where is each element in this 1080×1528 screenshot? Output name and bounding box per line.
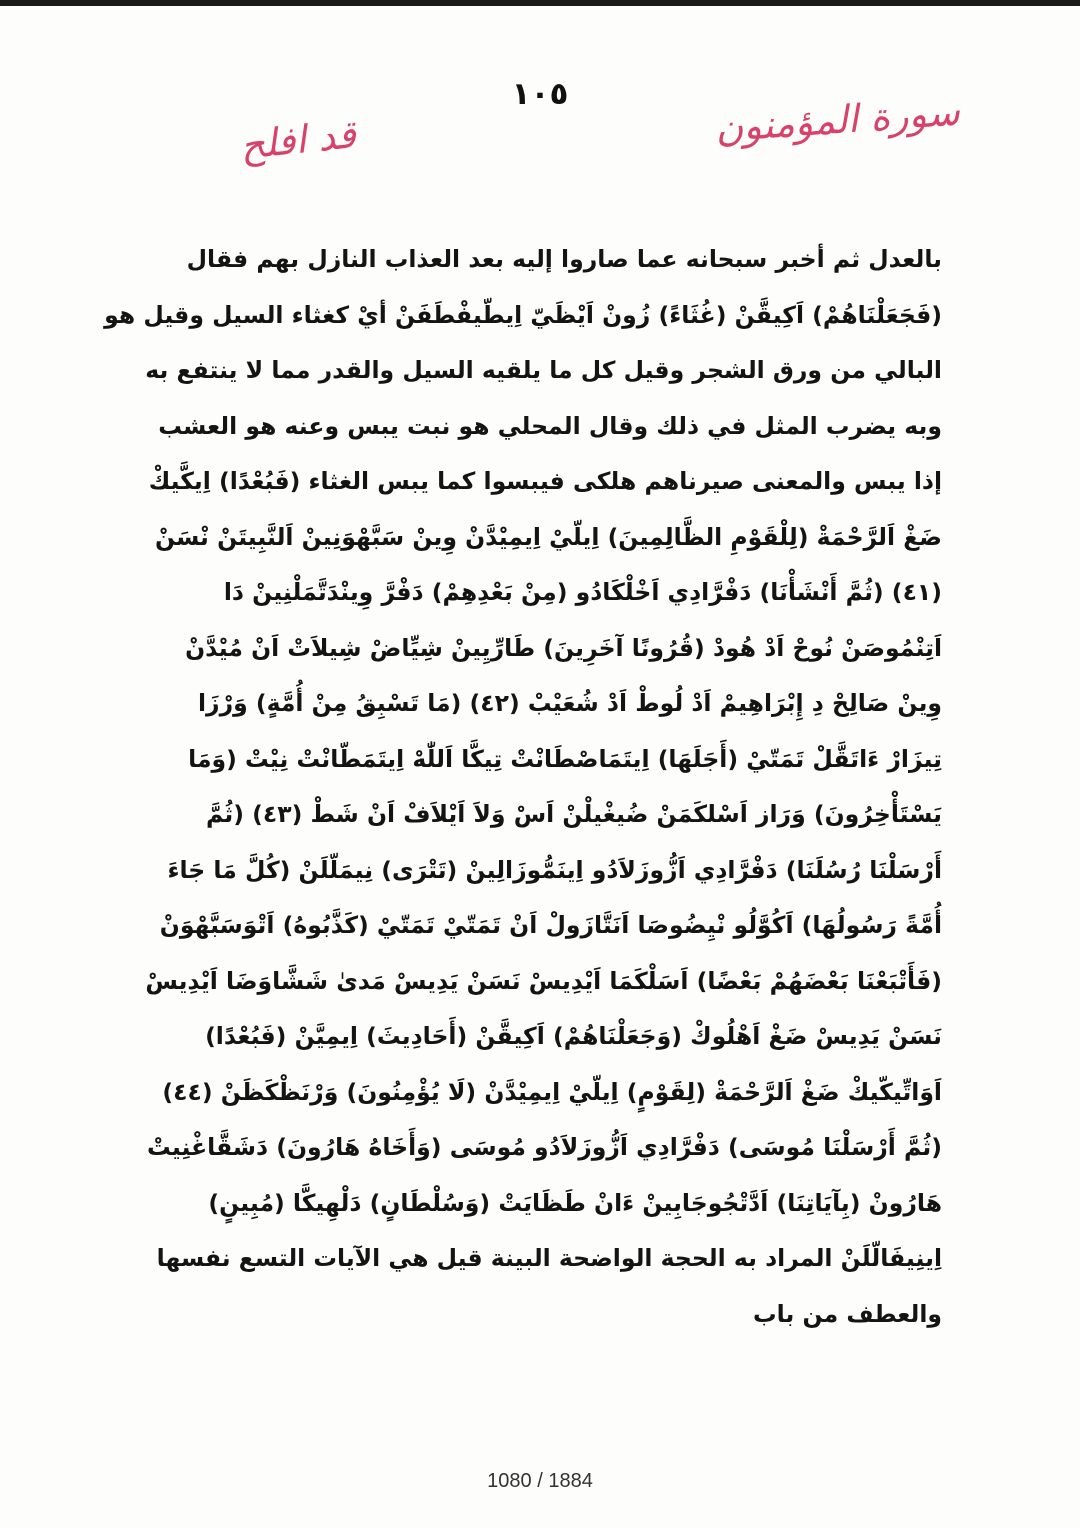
- text-line: أُمَّةً رَسُولُهَا) اَكُوَّلُو نْيِضُوصَا اَنَتَّازَولْ اَنْ تَمَتّيْ تَمَتّيْ (كَذَّبُوهُ) اَتْوَسَبَّهْوَنْ: [159, 911, 942, 939]
- text-line: يَسْتَأْخِرُونَ) وَرَاز اَسْلكَمَنْ ضُيغْيلْنْ اَسْ وَلاَ اَيْلاَفْ اَنْ شَطْ (٤٣) (ثُمَّ: [205, 800, 942, 828]
- page-counter: 1080 / 1884: [487, 1470, 593, 1492]
- tafsir-body-text: [104, 232, 942, 1342]
- text-line: نَسَنْ يَدِيسْ ضَغْ اَهْلُوكْ (وَجَعَلْنَاهُمْ) اَكِيقَّنْ (أَحَادِيثَ) اِيمِيَّنْ (فَبُعْدًا): [205, 1022, 942, 1050]
- text-line: (فَجَعَلْنَاهُمْ) اَكِيقَّنْ (غُثَاءً) زُونْ اَيْظَيّ اِيطّيفْطَفَنْ أيْ كغثاء السيل وقيل هو: [104, 300, 942, 329]
- handwritten-corner-note: قد افلح: [238, 112, 359, 168]
- text-line: والعطف من باب: [753, 1299, 942, 1328]
- text-line: اَتِنْمُوصَنْ نُوحْ اَدْ هُودْ (قُرُونًا آخَرِينَ) طَارِّيِينْ شِيِّاضْ شِيلاَتْ اَنْ مُيْدَّنْ: [185, 633, 942, 662]
- handwritten-surah-note: سورة المؤمنون: [713, 89, 962, 151]
- page-number: ١٠٥: [511, 76, 569, 112]
- text-line: (فَأَتْبَعْنَا بَعْضَهُمْ بَعْضًا) اَسَلْكَمَا اَيْدِيسْ نَسَنْ يَدِيسْ مَدىٰ شَشَّاوَضَا اَيْدِيسْ: [145, 966, 942, 995]
- text-line: البالي من ورق الشجر وقيل كل ما يلقيه السيل والقدر مما لا ينتفع به: [145, 356, 942, 384]
- scan-edge: [0, 0, 1080, 6]
- text-line: (٤١) (ثُمَّ أَنْشَأْنَا) دَفْرَّادِي اَخْلْكَادُو (مِنْ بَعْدِهِمْ) دَفْرَّ وِينْدَتَّمَلْنِينْ دَا: [223, 578, 942, 606]
- text-line: وبه يضرب المثل في ذلك وقال المحلي هو نبت يبس وعنه هو العشب: [158, 411, 942, 440]
- text-line: تِيزَارْ ءَاتَقَّلْ تَمَتّيْ (أَجَلَهَا) اِيتَمَاصْطَانْتْ تِيكَّا اَللّٰهْ اِيتَمَطّانْتْ نِيْتْ (وَمَا: [188, 744, 942, 773]
- text-line: هَارُونْ (بِآيَاتِنَا) اَدَّتْجُوجَابِينْ ءَانْ طَظَايَتْ (وَسُلْطَانٍ) دَلْهِيكَّا (مُبِينٍ): [208, 1188, 942, 1217]
- text-line: اَوَاتِّيكّيكْ ضَغْ اَلرَّحْمَةْ (لِقَوْمٍ) اِيلّيْ اِيمِيْدَّنْ (لَا يُؤْمِنُونَ) وَرْنَظْكَظَنْ (٤٤): [162, 1077, 942, 1106]
- text-line: بالعدل ثم أخبر سبحانه عما صاروا إليه بعد العذاب النازل بهم فقال: [186, 245, 942, 273]
- text-line: ضَغْ اَلرَّحْمَةْ (لِلْقَوْمِ الظَّالِمِينَ) اِيلّيْ اِيمِيْدَّنْ وِينْ سَبَّهْوَنِينْ اَلنَّبِيتَنْ نْسَنْ: [155, 522, 942, 551]
- text-line: وِينْ صَالِحْ دِ إِبْرَاهِيمْ اَدْ لُوطْ اَدْ شُعَيْبْ (٤٢) (مَا تَسْبِقُ مِنْ أُمَّةٍ) وَرْزَا: [197, 689, 942, 717]
- text-line: اِينِيفَالّلَنْ المراد به الحجة الواضحة البينة قيل هي الآيات التسع نفسها: [156, 1244, 942, 1272]
- text-line: أَرْسَلْنَا رُسُلَنَا) دَفْرَّادِي اَزُّوزَلاَدُو اِينَمُّوزَالِينْ (تَتْرَى) نِيمَلّلَنْ (كُلَّ مَا جَاءَ: [167, 855, 942, 884]
- text-line: إذا يبس والمعنى صيرناهم هلكى فيبسوا كما يبس الغثاء (فَبُعْدًا) اِيكَّيكْ: [148, 467, 942, 495]
- text-line: (ثُمَّ أَرْسَلْنَا مُوسَى) دَفْرَّادِي اَزُّوزَلاَدُو مُوسَى (وَأَخَاهُ هَارُونَ) دَشَقَّاغْنِيتْ: [147, 1133, 942, 1161]
